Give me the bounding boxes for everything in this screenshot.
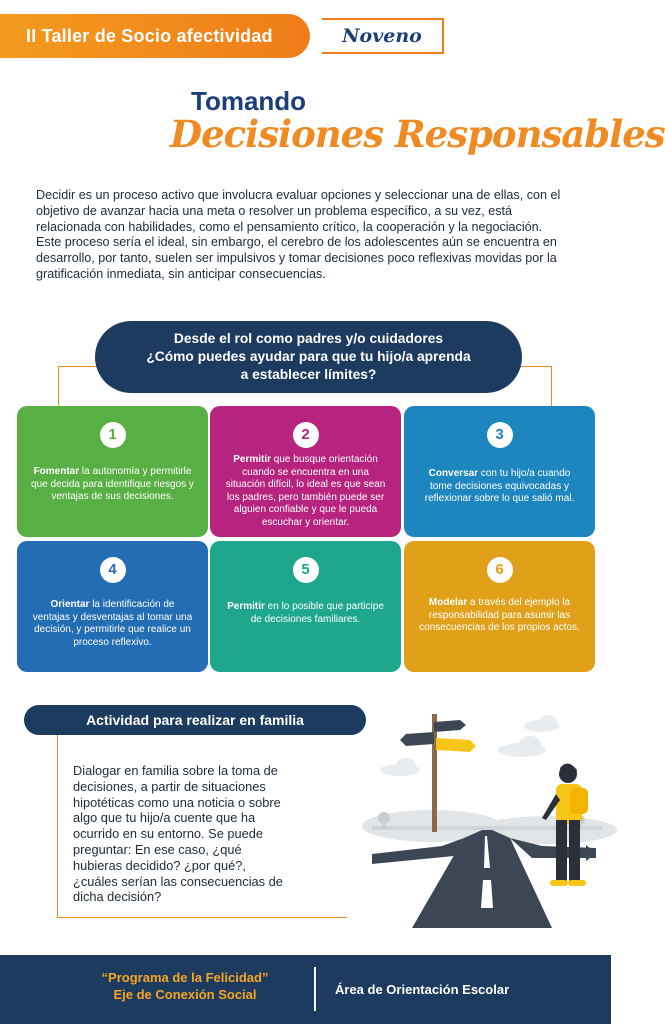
tip-body: en lo posible que participe de decisiones familiares. <box>250 601 384 625</box>
tip-text <box>31 466 194 504</box>
tip-body: con tu hijo/a cuando tome decisiones equivocadas y reflexionar sobre lo que salió mal. <box>424 468 575 504</box>
footer-area: Área de Orientación Escolar <box>335 982 510 997</box>
tip-number-badge: 6 <box>487 557 513 583</box>
question-line-1: Desde el rol como padres y/o cuidadores <box>173 331 444 346</box>
grade-text: Noveno <box>342 25 422 47</box>
tip-number-badge: 2 <box>293 422 319 448</box>
tip-text <box>418 468 581 506</box>
tip-verb: Conversar <box>428 468 479 479</box>
question-banner <box>95 321 522 393</box>
tip-card-2 <box>210 406 401 537</box>
program-axis: Eje de Conexión Social <box>113 987 257 1002</box>
tip-number-badge: 4 <box>100 557 126 583</box>
tip-number-badge: 5 <box>293 557 319 583</box>
question-line-2: ¿Cómo puedes ayudar para que tu hijo/a aprenda <box>146 349 471 364</box>
tip-card-5 <box>210 541 401 672</box>
tip-body: la autonomía y permitirle que decida para identifique riesgos y ventajas de sus decisiones. <box>31 466 194 502</box>
tip-text <box>31 599 194 649</box>
footer-bar <box>0 955 611 1024</box>
crossroads-illustration <box>372 708 602 928</box>
tip-card-4 <box>17 541 208 672</box>
tip-card-1 <box>17 406 208 537</box>
tip-card-6 <box>404 541 595 672</box>
tip-verb: Orientar <box>50 599 90 610</box>
tip-body: a través del ejemplo la responsabilidad para asumir las consecuencias de los propios actos. <box>419 597 580 633</box>
workshop-title-banner <box>0 14 310 58</box>
page-title-line2: Decisiones Responsables <box>170 112 665 156</box>
program-name: “Programa de la Felicidad” <box>101 970 269 985</box>
tip-body: la identificación de ventajas y desventajas al tomar una decisión, y permitirle que realice un proceso reflexivo. <box>32 599 193 648</box>
tip-number-badge: 1 <box>100 422 126 448</box>
intro-paragraph-1: Decidir es un proceso activo que involucra evaluar opciones y seleccionar una de ellas, con el objetivo de avanzar hacia una meta o resolver un problema específico, a su vez, está relacionada con habilidades, como el pensamiento crítico, la cooperación y la negociación. <box>36 188 561 234</box>
footer-program <box>60 969 310 1003</box>
footer-divider <box>314 967 316 1011</box>
tip-text <box>224 454 387 529</box>
tip-text <box>224 601 387 626</box>
tip-text <box>418 597 581 635</box>
tip-verb: Permitir <box>233 454 272 465</box>
tip-verb: Fomentar <box>33 466 80 477</box>
intro-paragraph-2: Este proceso sería el ideal, sin embargo, el cerebro de los adolescentes aún se encuentra en desarrollo, por tanto, suelen ser impulsivos y tomar decisiones poco reflexivas movidas por la gratificación inmediata, sin anticipar consecuencias. <box>36 235 557 281</box>
tip-body: que busque orientación cuando se encuentra en una situación difícil, lo ideal es que sean los padres, pero también puede ser alguien confiable y que le pueda escuchar y orientar. <box>225 454 386 528</box>
page-title-line1: Tomando <box>191 86 307 116</box>
workshop-title: II Taller de Socio afectividad <box>26 25 273 46</box>
tip-verb: Modelar <box>428 597 468 608</box>
activity-text: Dialogar en familia sobre la toma de decisiones, a partir de situaciones hipotéticas como una noticia o sobre algo que tu hijo/a cuente que ha ocurrido en su entorno. Se puede preguntar: En ese caso, ¿qué hubieras decidido? ¿por qué?, ¿cuáles serían las consecuencias de dicha decisión? <box>73 763 283 905</box>
tip-verb: Permitir <box>227 601 265 612</box>
intro-text <box>36 188 564 283</box>
tip-card-3 <box>404 406 595 537</box>
grade-label <box>322 18 444 54</box>
question-line-3: a establecer límites? <box>240 367 377 382</box>
tip-number-badge: 3 <box>487 422 513 448</box>
activity-banner <box>24 705 366 735</box>
activity-title: Actividad para realizar en familia <box>86 712 304 728</box>
